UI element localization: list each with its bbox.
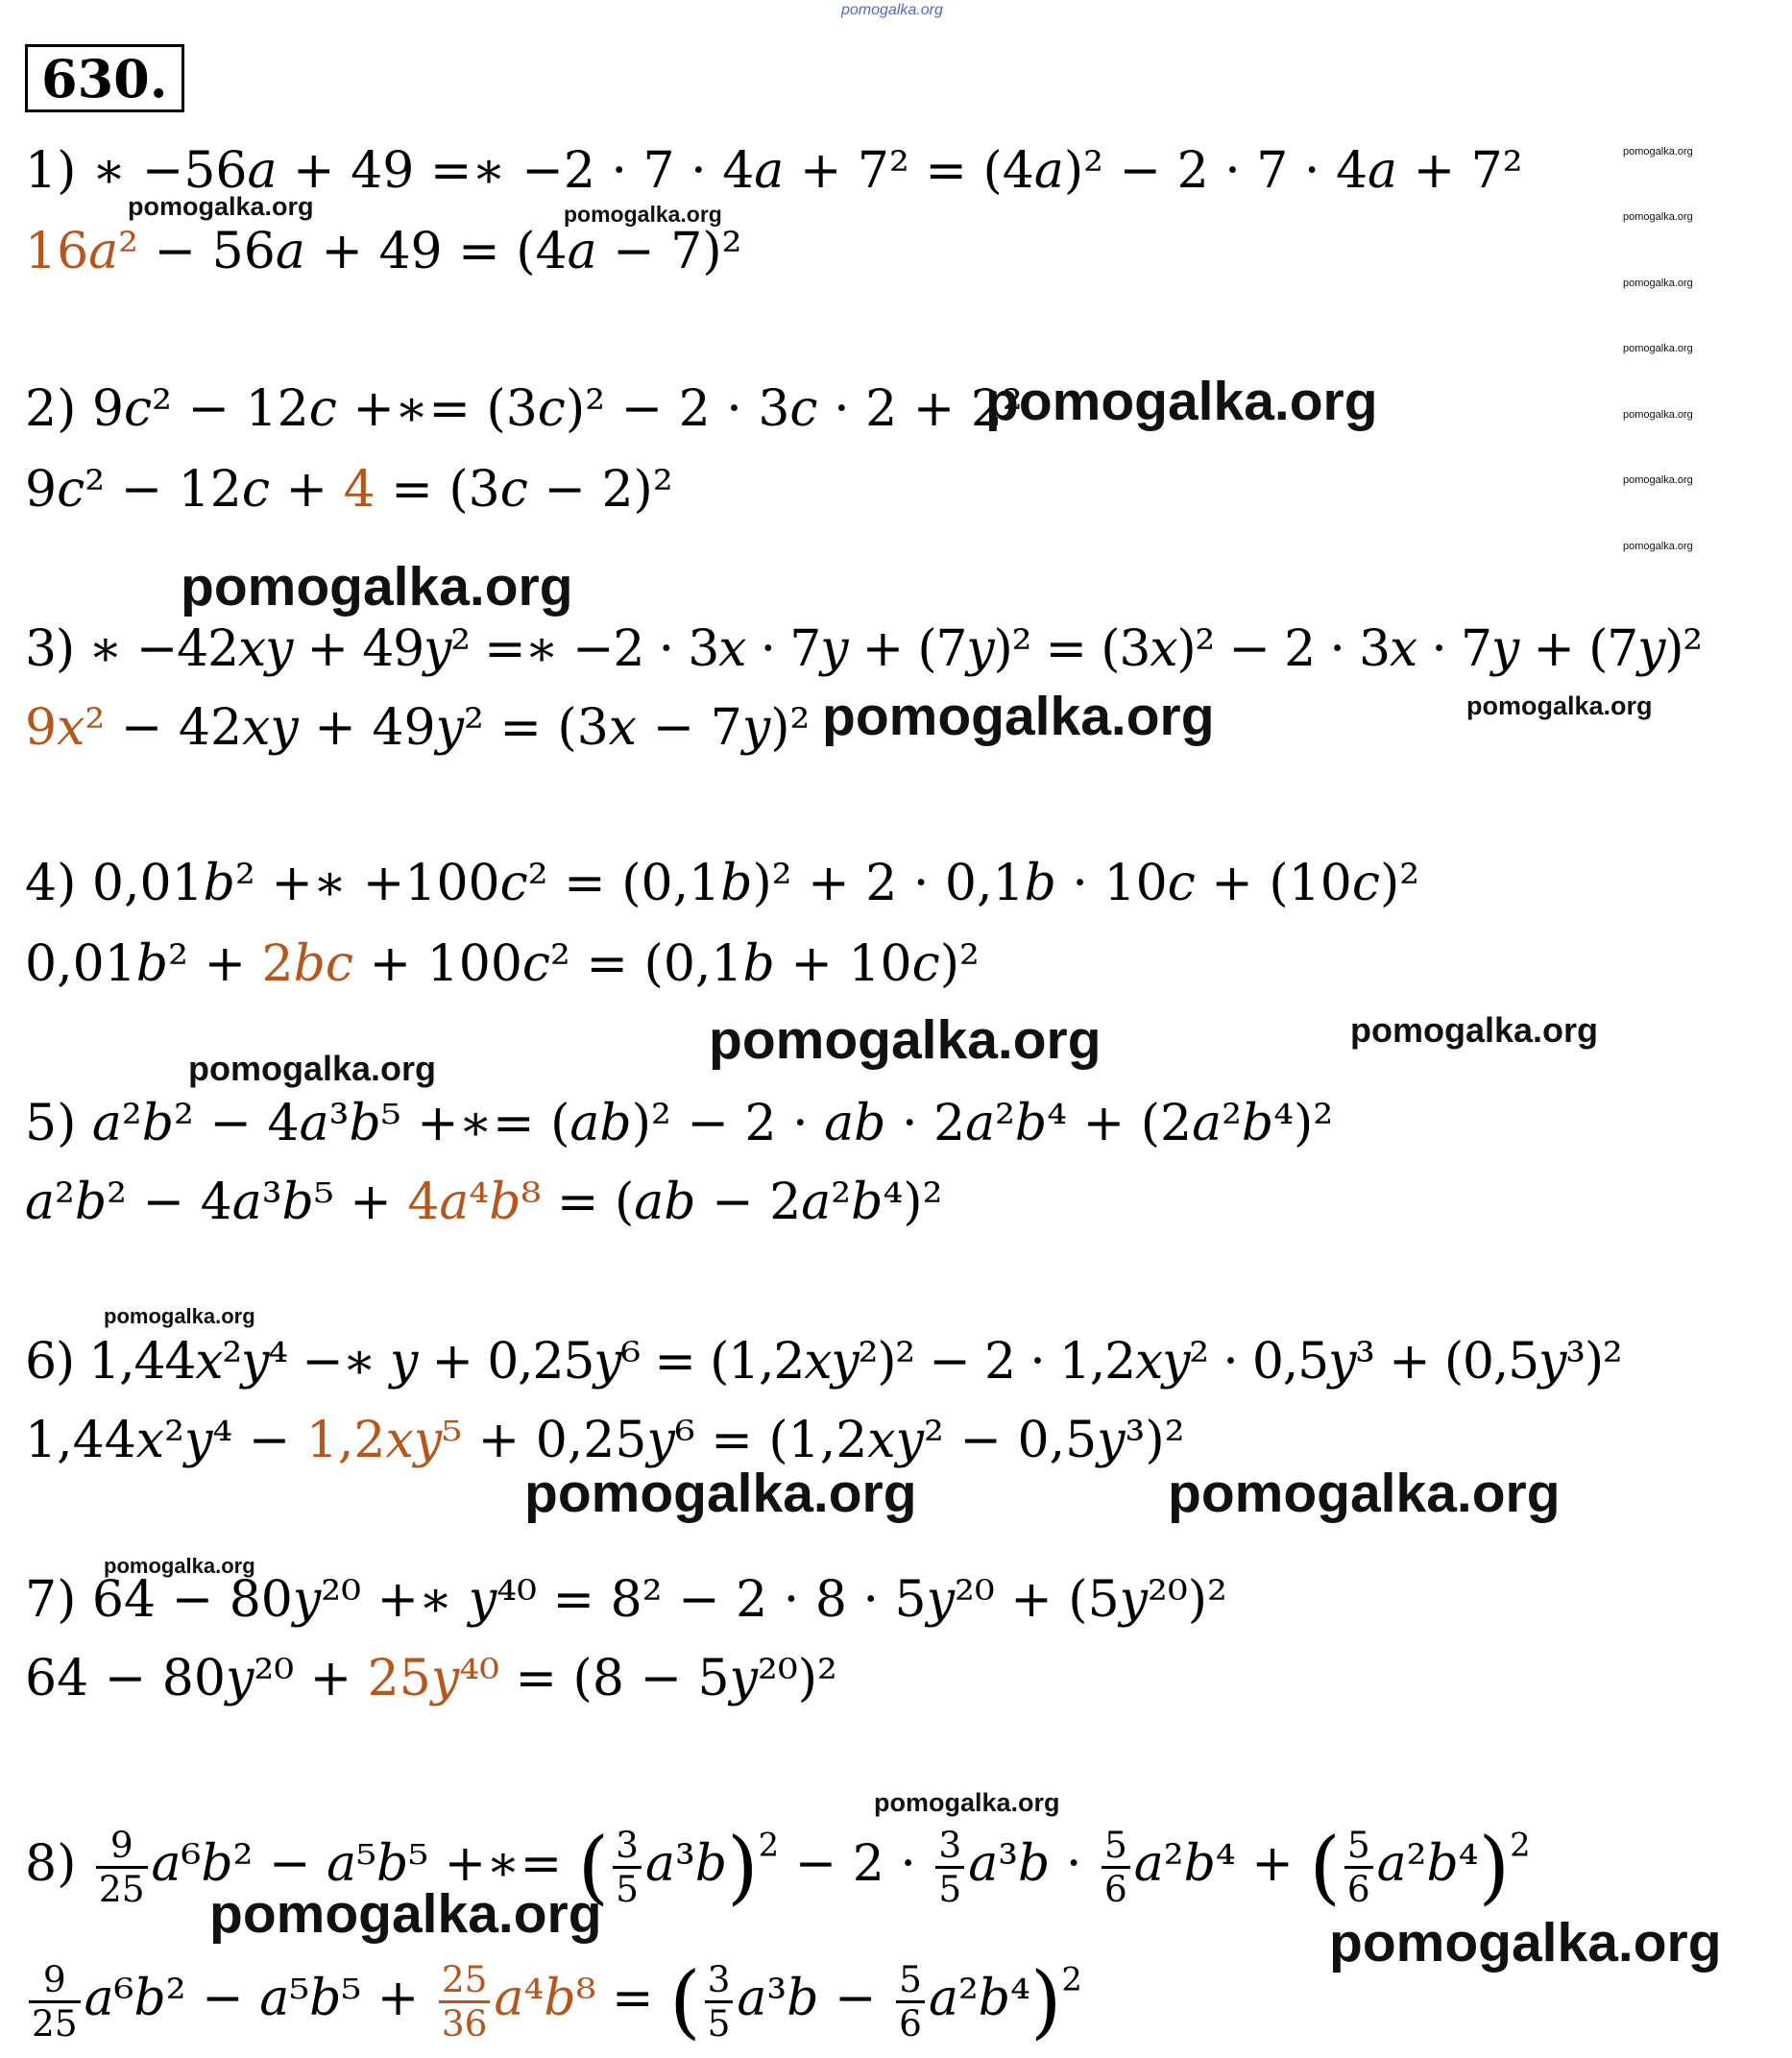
equation-2-line-1: 2) 9𝑐² − 12𝑐 +∗= (3𝑐)² − 2 · 3𝑐 · 2 + 2² [25, 380, 1023, 438]
equation-text: 𝑎⁶𝑏² − 𝑎⁵𝑏⁵ + [84, 1970, 435, 2028]
watermark: pomogalka.org [181, 556, 573, 617]
watermark: pomogalka.org [874, 1788, 1060, 1817]
watermark: pomogalka.org [1466, 691, 1653, 720]
fraction: $\frac{5}{6}$ [896, 1959, 925, 2045]
equation-text: − 2 · [779, 1835, 932, 1894]
equation-text: 1,44𝑥²𝑦⁴ − [25, 1412, 306, 1469]
answer-highlight-fraction: $\frac{25}{36}$ [439, 1959, 491, 2045]
watermark: pomogalka.org [1623, 541, 1693, 552]
watermark: pomogalka.org [564, 202, 722, 227]
answer-highlight: 9𝑥² [25, 699, 106, 757]
fraction: $\frac{3}{5}$ [705, 1959, 734, 2045]
answer-highlight: 4 [343, 461, 375, 519]
watermark-top: pomogalka.org [841, 2, 943, 18]
watermark: pomogalka.org [104, 1554, 255, 1578]
equation-text: = (8 − 5𝑦²⁰)² [498, 1650, 837, 1707]
equation-text: 64 − 80𝑦²⁰ + [25, 1650, 368, 1707]
equation-text: 𝑎³𝑏 [644, 1835, 728, 1894]
equation-1-line-1: 1) ∗ −56𝑎 + 49 =∗ −2 · 7 · 4𝑎 + 7² = (4𝑎)² − 2 · 7 · 4𝑎 + 7² [25, 142, 1523, 200]
watermark: pomogalka.org [985, 371, 1378, 432]
equation-text: 9𝑐² − 12𝑐 + [25, 461, 344, 519]
watermark: pomogalka.org [524, 1463, 917, 1524]
equation-5-line-1: 5) 𝑎²𝑏² − 4𝑎³𝑏⁵ +∗= (𝑎𝑏)² − 2 · 𝑎𝑏 · 2𝑎²𝑏⁴ + (2𝑎²𝑏⁴)² [25, 1095, 1334, 1152]
equation-text: 𝑎²𝑏⁴ + [1133, 1835, 1310, 1894]
answer-highlight: 16𝑎² [25, 223, 139, 280]
problem-number: 630. [25, 44, 184, 112]
equation-text: = (𝑎𝑏 − 2𝑎²𝑏⁴)² [541, 1174, 943, 1231]
watermark: pomogalka.org [1623, 146, 1693, 157]
equation-2-line-2 [25, 461, 673, 519]
equation-8-line-1: 8) $\frac{9}{25}$ 𝑎⁶𝑏² − 𝑎⁵𝑏⁵ +∗= ( $\frac{3}{5}$ 𝑎³𝑏)$^2$ − 2 · $\frac{3}{5}$ 𝑎³𝑏 · $\frac{5}{6}$ 𝑎²𝑏⁴ + ( $\frac{5}{6}$ 𝑎²𝑏⁴)$^2$ [25, 1820, 1531, 1914]
equation-text: 𝑎²𝑏⁴ [1376, 1835, 1479, 1894]
equation-text: 𝑎⁶𝑏² − 𝑎⁵𝑏⁵ +∗= [151, 1835, 578, 1894]
answer-highlight: 25𝑦⁴⁰ [367, 1650, 499, 1707]
equation-text: = (3𝑐 − 2)² [375, 461, 673, 519]
equation-4-line-2 [25, 935, 980, 993]
equation-text: + 100𝑐² = (0,1𝑏 + 10𝑐)² [353, 935, 980, 993]
equation-text: 𝑎³𝑏 − [737, 1970, 893, 2028]
watermark: pomogalka.org [188, 1049, 437, 1088]
equation-text: = [595, 1970, 670, 2028]
answer-highlight: 𝑎⁴𝑏⁸ [494, 1970, 596, 2028]
fraction: $\frac{3}{5}$ [935, 1825, 964, 1910]
equation-text: + 0,25𝑦⁶ = (1,2𝑥𝑦² − 0,5𝑦³)² [462, 1412, 1185, 1469]
answer-highlight: 2𝑏𝑐 [261, 935, 354, 993]
fraction: $\frac{9}{25}$ [96, 1825, 148, 1910]
watermark: pomogalka.org [822, 686, 1215, 747]
equation-8-line-2: $\frac{9}{25}$ 𝑎⁶𝑏² − 𝑎⁵𝑏⁵ + $\frac{25}{36}$ 𝑎⁴𝑏⁸ = ( $\frac{3}{5}$ 𝑎³𝑏 − $\frac{5}{6}$ 𝑎²𝑏⁴)$^2$ [25, 1959, 1082, 2045]
fraction: $\frac{3}{5}$ [613, 1825, 642, 1910]
equation-text: 8) [25, 1835, 92, 1894]
equation-6-line-2 [25, 1412, 1185, 1469]
watermark: pomogalka.org [1623, 211, 1693, 223]
equation-text: 𝑎²𝑏⁴ [928, 1970, 1030, 2028]
fraction: $\frac{5}{6}$ [1102, 1825, 1130, 1910]
equation-5-line-2 [25, 1174, 943, 1231]
fraction: $\frac{9}{25}$ [29, 1959, 81, 2045]
equation-1-line-2 [25, 223, 742, 280]
exponent: 2 [1061, 1960, 1082, 1998]
answer-highlight: 4𝑎⁴𝑏⁸ [407, 1174, 542, 1231]
watermark: pomogalka.org [1350, 1010, 1599, 1050]
equation-text: − 42𝑥𝑦 + 49𝑦² = (3𝑥 − 7𝑦)² [105, 699, 811, 757]
equation-3-line-2 [25, 699, 811, 757]
equation-text: 𝑎³𝑏 · [968, 1835, 1098, 1894]
equation-4-line-1: 4) 0,01𝑏² +∗ +100𝑐² = (0,1𝑏)² + 2 · 0,1𝑏 · 10𝑐 + (10𝑐)² [25, 855, 1420, 912]
watermark: pomogalka.org [1623, 343, 1693, 354]
exponent: 2 [1510, 1826, 1531, 1864]
exponent: 2 [758, 1826, 780, 1864]
watermark: pomogalka.org [709, 1009, 1102, 1071]
watermark: pomogalka.org [1329, 1912, 1722, 1973]
watermark: pomogalka.org [1623, 278, 1693, 289]
watermark: pomogalka.org [1623, 409, 1693, 421]
watermark: pomogalka.org [1168, 1463, 1561, 1524]
answer-highlight: 1,2𝑥𝑦⁵ [305, 1412, 463, 1469]
watermark: pomogalka.org [128, 192, 314, 221]
equation-text: 0,01𝑏² + [25, 935, 262, 993]
equation-text: − 56𝑎 + 49 = (4𝑎 − 7)² [138, 223, 742, 280]
watermark: pomogalka.org [1623, 474, 1693, 486]
watermark: pomogalka.org [104, 1304, 255, 1328]
equation-7-line-2 [25, 1650, 837, 1707]
equation-6-line-1: 6) 1,44𝑥²𝑦⁴ −∗ 𝑦 + 0,25𝑦⁶ = (1,2𝑥𝑦²)² − 2 · 1,2𝑥𝑦² · 0,5𝑦³ + (0,5𝑦³)² [25, 1333, 1622, 1391]
watermark: pomogalka.org [209, 1883, 602, 1945]
fraction: $\frac{5}{6}$ [1344, 1825, 1373, 1910]
equation-3-line-1: 3) ∗ −42𝑥𝑦 + 49𝑦² =∗ −2 · 3𝑥 · 7𝑦 + (7𝑦)² = (3𝑥)² − 2 · 3𝑥 · 7𝑦 + (7𝑦)² [25, 620, 1702, 678]
equation-7-line-1: 7) 64 − 80𝑦²⁰ +∗ 𝑦⁴⁰ = 8² − 2 · 8 · 5𝑦²⁰ + (5𝑦²⁰)² [25, 1571, 1227, 1629]
equation-text: 𝑎²𝑏² − 4𝑎³𝑏⁵ + [25, 1174, 408, 1231]
